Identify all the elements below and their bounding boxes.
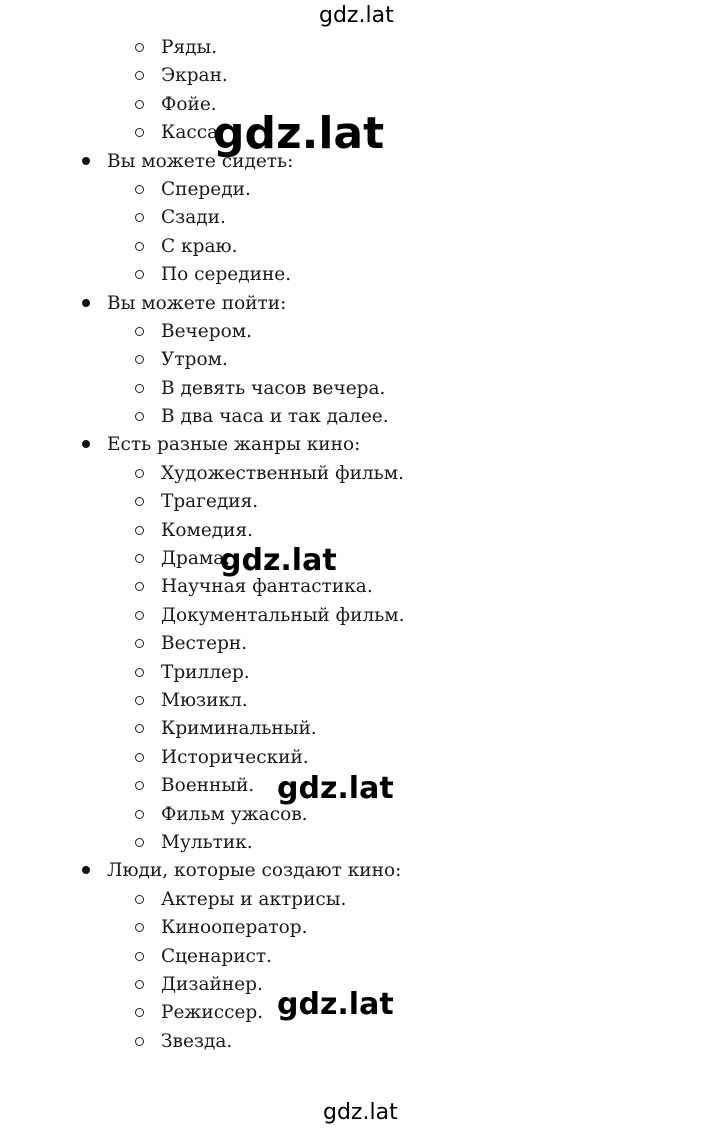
list-item-text: Звезда. — [161, 1030, 233, 1052]
list-item-text: Мультик. — [161, 831, 253, 853]
list-item-text: Сзади. — [161, 207, 226, 229]
list-item — [0, 602, 720, 630]
hollow-bullet-icon — [135, 554, 144, 563]
list-item-text: Исторический. — [161, 746, 309, 768]
hollow-bullet-icon — [135, 242, 144, 251]
hollow-bullet-icon — [135, 980, 144, 989]
document-list — [0, 34, 720, 1056]
hollow-bullet-icon — [135, 526, 144, 535]
hollow-bullet-icon — [135, 497, 144, 506]
list-item — [0, 545, 720, 573]
list-item — [0, 346, 720, 374]
list-item-text: Вы можете сидеть: — [107, 150, 294, 172]
list-item-text: Мюзикл. — [161, 689, 248, 711]
hollow-bullet-icon — [135, 668, 144, 677]
hollow-bullet-icon — [135, 412, 144, 421]
watermark-top: gdz.lat — [319, 3, 394, 28]
list-item — [0, 914, 720, 942]
hollow-bullet-icon — [135, 639, 144, 648]
hollow-bullet-icon — [135, 781, 144, 790]
list-item — [0, 375, 720, 403]
hollow-bullet-icon — [135, 582, 144, 591]
hollow-bullet-icon — [135, 384, 144, 393]
watermark-bottom: gdz.lat — [323, 1100, 398, 1125]
list-item-text: Военный. — [161, 775, 255, 797]
list-item — [0, 687, 720, 715]
hollow-bullet-icon — [135, 270, 144, 279]
watermark-middle-1: gdz.lat — [220, 543, 337, 578]
list-item-text: Касса. — [161, 122, 224, 144]
hollow-bullet-icon — [135, 696, 144, 705]
list-item-heading — [0, 290, 720, 318]
list-item-text: Художественный фильм. — [161, 462, 405, 484]
list-item — [0, 34, 720, 62]
list-item-text: По середине. — [161, 264, 292, 286]
hollow-bullet-icon — [135, 724, 144, 733]
hollow-bullet-icon — [135, 838, 144, 847]
list-item — [0, 744, 720, 772]
list-item-text: С краю. — [161, 235, 238, 257]
list-item-text: Научная фантастика. — [161, 576, 373, 598]
list-item — [0, 886, 720, 914]
list-item-text: Фильм ужасов. — [161, 803, 308, 825]
list-item-text: Трагедия. — [161, 491, 259, 513]
hollow-bullet-icon — [135, 100, 144, 109]
list-item — [0, 715, 720, 743]
list-item-text: Сценарист. — [161, 945, 273, 967]
list-item-text: Режиссер. — [161, 1002, 264, 1024]
hollow-bullet-icon — [135, 810, 144, 819]
list-item-text: Триллер. — [161, 661, 250, 683]
hollow-bullet-icon — [135, 185, 144, 194]
list-item-text: Утром. — [161, 349, 228, 371]
hollow-bullet-icon — [135, 355, 144, 364]
filled-bullet-icon — [82, 299, 90, 307]
list-item-text: Актеры и актрисы. — [161, 888, 347, 910]
list-item — [0, 204, 720, 232]
list-item — [0, 233, 720, 261]
hollow-bullet-icon — [135, 1037, 144, 1046]
hollow-bullet-icon — [135, 952, 144, 961]
list-item-text: Драма. — [161, 548, 231, 570]
list-item-text: Дизайнер. — [161, 973, 263, 995]
list-item — [0, 318, 720, 346]
list-item — [0, 403, 720, 431]
list-item-text: В девять часов вечера. — [161, 377, 386, 399]
list-item — [0, 630, 720, 658]
hollow-bullet-icon — [135, 753, 144, 762]
hollow-bullet-icon — [135, 128, 144, 137]
list-item-text: Спереди. — [161, 178, 251, 200]
hollow-bullet-icon — [135, 469, 144, 478]
list-item-text: Криминальный. — [161, 718, 317, 740]
filled-bullet-icon — [82, 157, 90, 165]
list-item — [0, 829, 720, 857]
watermark-middle-2: gdz.lat — [277, 771, 394, 806]
list-item — [0, 62, 720, 90]
filled-bullet-icon — [82, 440, 90, 448]
list-item-text: Документальный фильм. — [161, 604, 405, 626]
list-item-text: Фойе. — [161, 93, 217, 115]
list-item — [0, 943, 720, 971]
list-item-text: Вестерн. — [161, 633, 248, 655]
list-item-heading — [0, 431, 720, 459]
list-item — [0, 517, 720, 545]
list-item — [0, 488, 720, 516]
hollow-bullet-icon — [135, 43, 144, 52]
hollow-bullet-icon — [135, 213, 144, 222]
watermark-large: gdz.lat — [213, 108, 385, 159]
hollow-bullet-icon — [135, 327, 144, 336]
list-item-text: В два часа и так далее. — [161, 406, 389, 428]
list-item — [0, 573, 720, 601]
hollow-bullet-icon — [135, 923, 144, 932]
list-item-text: Комедия. — [161, 519, 254, 541]
list-item — [0, 659, 720, 687]
list-item — [0, 261, 720, 289]
hollow-bullet-icon — [135, 1008, 144, 1017]
list-item-text: Кинооператор. — [161, 917, 308, 939]
list-item-text: Вечером. — [161, 320, 252, 342]
watermark-middle-3: gdz.lat — [277, 987, 394, 1022]
hollow-bullet-icon — [135, 611, 144, 620]
list-item-text: Люди, которые создают кино: — [107, 860, 402, 882]
list-item-heading — [0, 857, 720, 885]
list-item — [0, 1028, 720, 1056]
hollow-bullet-icon — [135, 71, 144, 80]
list-item-text: Вы можете пойти: — [107, 292, 287, 314]
list-item-text: Есть разные жанры кино: — [107, 434, 361, 456]
list-item — [0, 460, 720, 488]
list-item-text: Ряды. — [161, 37, 218, 58]
filled-bullet-icon — [82, 866, 90, 874]
list-item — [0, 176, 720, 204]
list-item-text: Экран. — [161, 65, 228, 87]
hollow-bullet-icon — [135, 895, 144, 904]
